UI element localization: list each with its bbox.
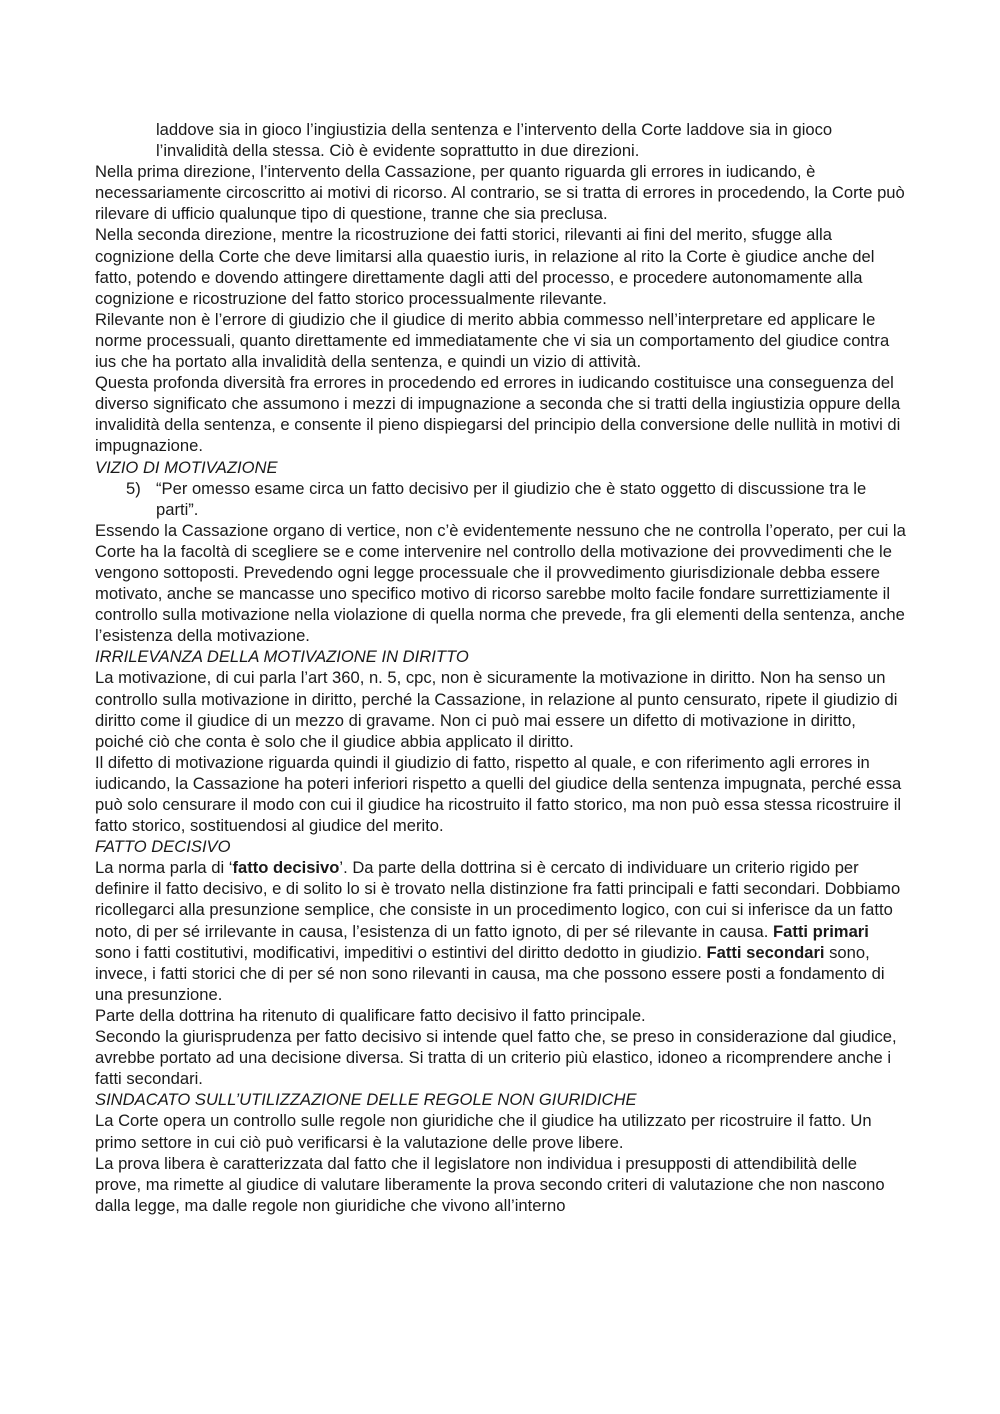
paragraph-diversita: Questa profonda diversità fra errores in procedendo ed errores in iudicando costituisce una conseguenza del diverso significato che assumono i mezzi di impugnazione a seconda che si tratti della ingiustizia oppure della invalidità della sentenza, e consente il pieno dispiegarsi del principio della conversione delle nullità in motivi di impugnazione. xyxy=(95,373,901,456)
text-run: ’. Da parte della dottrina si è cercato di individuare un criterio rigido per definire il fatto decisivo, e di solito lo si è trovato nella distinzione fra fatti principali e fatti secondari. Dobbiamo ricollegarci alla presunzione semplice, che consiste in un procedimento logico, con cui si inferisce da un fatto noto, di per sé irrilevante in causa, l’esistenza di un fatto ignoto, di per sé rilevante in causa. xyxy=(95,858,901,941)
paragraph-difetto-motivazione: Il difetto di motivazione riguarda quindi il giudizio di fatto, rispetto al quale, e con riferimento agli errores in iudicando, la Cassazione ha poteri inferiori rispetto a quelli del giudice della sentenza impugnata, perché essa può solo censurare il modo con cui il giudice ha ricostruito il fatto storico, ma non può essa stessa ricostruire il fatto storico, sostituendosi al giudice del merito. xyxy=(95,752,902,836)
paragraph-norma-fatto-decisivo xyxy=(95,857,907,1005)
paragraph-giurisprudenza: Secondo la giurisprudenza per fatto decisivo si intende quel fatto che, se preso in considerazione dal giudice, avrebbe portato ad una decisione diversa. Si tratta di un criterio più elastico, idoneo a ricomprendere anche i fatti secondari. xyxy=(95,1027,897,1089)
heading-sindacato: SINDACATO SULL’UTILIZZAZIONE DELLE REGOLE NON GIURIDICHE xyxy=(95,1090,637,1110)
list-text: “Per omesso esame circa un fatto decisivo per il giudizio che è stato oggetto di discussione tra le parti”. xyxy=(156,478,867,519)
text-run: sono, invece, i fatti storici che di per sé non sono rilevanti in causa, ma che possono essere posti a fondamento di una presunzione. xyxy=(95,942,885,1004)
heading-fatto-decisivo: FATTO DECISIVO xyxy=(95,837,231,857)
bold-fatti-secondari: Fatti secondari xyxy=(706,942,825,962)
paragraph-rilevante: Rilevante non è l’errore di giudizio che il giudice di merito abbia commesso nell’interpretare ed applicare le norme processuali, quanto direttamente ed immediatamente che vi sia un comportamento del giudice contra ius che ha portato alla invalidità della sentenza, e quindi un vizio di attività. xyxy=(95,309,890,372)
document-page xyxy=(95,119,907,1216)
heading-irrilevanza: IRRILEVANZA DELLA MOTIVAZIONE IN DIRITTO xyxy=(95,647,469,667)
list-number: 5) xyxy=(126,478,141,498)
paragraph-prova-libera: La prova libera è caratterizzata dal fatto che il legislatore non individua i presupposti di attendibilità delle prove, ma rimette al giudice di valutare liberamente la prova secondo criteri di valutazione che non nascono dalla legge, ma dalle regole non giuridiche che vivono all’interno xyxy=(95,1153,885,1215)
paragraph-parte-dottrina: Parte della dottrina ha ritenuto di qualificare fatto decisivo il fatto principale. xyxy=(95,1005,646,1025)
heading-vizio-motivazione: VIZIO DI MOTIVAZIONE xyxy=(95,457,278,477)
bold-fatto-decisivo: fatto decisivo xyxy=(232,858,340,878)
paragraph-seconda-direzione: Nella seconda direzione, mentre la ricostruzione dei fatti storici, rilevanti ai fini del merito, sfugge alla cognizione della Corte che deve limitarsi alla quaestio iuris, in relazione al rito la Corte è giudice anche del fatto, potendo e dovendo attingere direttamente dagli atti del processo, e procedere autonomamente alla cognizione e ricostruzione del fatto storico processualmente rilevante. xyxy=(95,225,875,308)
paragraph-prima-direzione: Nella prima direzione, l’intervento della Cassazione, per quanto riguarda gli errores in iudicando, è necessariamente circoscritto ai motivi di ricorso. Al contrario, se si tratta di errores in procedendo, la Corte può rilevare di ufficio qualunque tipo di questione, tranne che sia preclusa. xyxy=(95,162,905,224)
paragraph-controllo-regole: La Corte opera un controllo sulle regole non giuridiche che il giudice ha utilizzato per ricostruire il fatto. Un primo settore in cui ciò può verificarsi è la valutazione delle prove libere. xyxy=(95,1111,872,1152)
list-item xyxy=(95,478,907,520)
paragraph-organo-vertice: Essendo la Cassazione organo di vertice, non c’è evidentemente nessuno che ne controlla l’operato, per cui la Corte ha la facoltà di scegliere se e come intervenire nel controllo della motivazione dei provvedimenti che le vengono sottoposti. Prevedendo ogni legge processuale che il provvedimento giurisdizionale debba essere motivato, anche se mancasse uno specifico motivo di ricorso sarebbe molto facile fondare surrettiziamente il controllo sulla motivazione nella violazione di quella norma che prevede, fra gli elementi della sentenza, anche l’esistenza della motivazione. xyxy=(95,520,906,646)
paragraph-motivazione-diritto: La motivazione, di cui parla l’art 360, n. 5, cpc, non è sicuramente la motivazione in diritto. Non ha senso un controllo sulla motivazione in diritto, perché la Cassazione, in relazione al punto censurato, ripete il giudizio di diritto come il giudice di un mezzo di gravame. Non ci può mai essere un difetto di motivazione in diritto, poiché ciò che conta è solo che il giudice abbia applicato il diritto. xyxy=(95,668,898,751)
text-run: La norma parla di ‘ xyxy=(95,858,233,878)
bold-fatti-primari: Fatti primari xyxy=(772,921,869,941)
paragraph-continuation: laddove sia in gioco l’ingiustizia della sentenza e l’intervento della Corte laddove sia in gioco l’invalidità della stessa. Ciò è evidente soprattutto in due direzioni. xyxy=(156,120,833,161)
text-run: sono i fatti costitutivi, modificativi, impeditivi o estintivi del diritto dedotto in giudizio. xyxy=(95,942,707,962)
